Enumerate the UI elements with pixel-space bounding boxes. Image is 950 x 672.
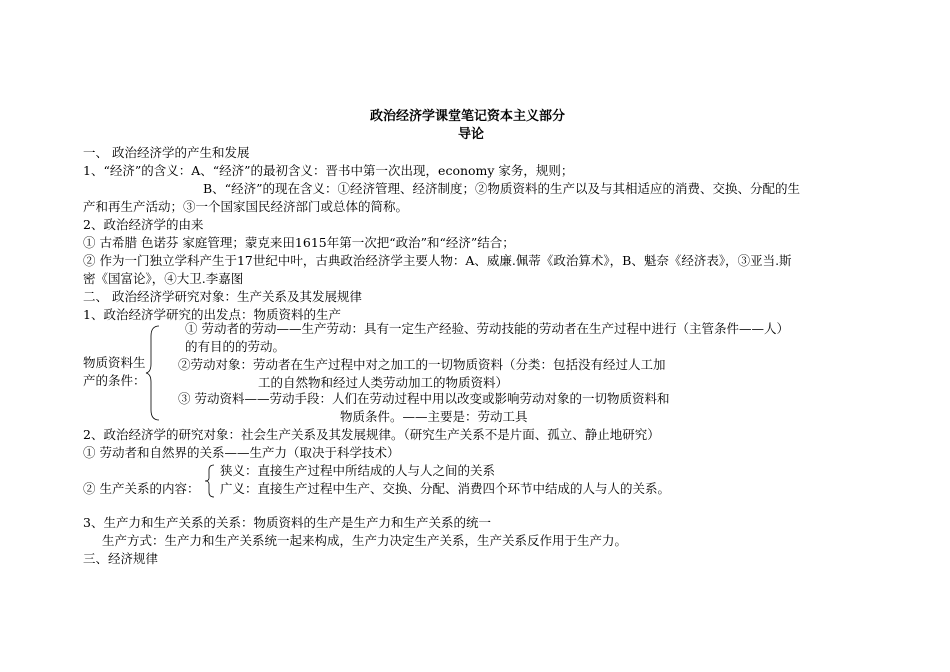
condition-item: 物质条件。——主要是：劳动工具 bbox=[340, 409, 528, 424]
text-line: 广义：直接生产过程中生产、交换、分配、消费四个环节中结成的人与人的关系。 bbox=[220, 481, 671, 496]
text-line: B、“经济”的现在含义：①经济管理、经济制度；②物质资料的生产以及与其相适应的消费、交换、分配的生 bbox=[203, 181, 800, 196]
subsection-heading: 1、政治经济学研究的出发点：物质资料的生产 bbox=[83, 307, 341, 322]
condition-item: ③ 劳动资料——劳动手段：人们在劳动过程中用以改变或影响劳动对象的一切物质资料和 bbox=[178, 391, 670, 406]
subsection-heading: 2、政治经济学的研究对象：社会生产关系及其发展规律。（研究生产关系不是片面、孤立、静止地研究） bbox=[83, 427, 660, 442]
text-line: 生产方式：生产力和生产关系统一起来构成，生产力决定生产关系，生产关系反作用于生产力。 bbox=[102, 533, 628, 548]
text-line: 1、“经济”的含义：A、“经济”的最初含义：晋书中第一次出现，economy 家务，规则； bbox=[83, 163, 574, 178]
text-line: ① 劳动者和自然界的关系——生产力（取决于科学技术） bbox=[83, 445, 400, 460]
conditions-label: 物质资料生 bbox=[83, 355, 146, 370]
left-brace-icon bbox=[204, 464, 216, 498]
left-brace-icon bbox=[145, 324, 161, 422]
section-heading-2: 二、 政治经济学研究对象：生产关系及其发展规律 bbox=[83, 289, 362, 304]
text-line: ② 生产关系的内容： bbox=[83, 481, 200, 496]
subsection-heading: 2、政治经济学的由来 bbox=[83, 217, 204, 232]
section-heading-3: 三、经济规律 bbox=[83, 551, 159, 566]
condition-item: ① 劳动者的劳动——生产劳动：具有一定生产经验、劳动技能的劳动者在生产过程中进行（主管条件——人） bbox=[185, 321, 789, 336]
section-heading-1: 一、 政治经济学的产生和发展 bbox=[83, 145, 250, 160]
subsection-heading: 3、生产力和生产关系的关系：物质资料的生产是生产力和生产关系的统一 bbox=[83, 515, 491, 530]
text-line: 密《国富论》，④大卫.李嘉图 bbox=[83, 271, 244, 286]
conditions-label: 产的条件： bbox=[83, 373, 146, 388]
condition-item: 的有目的的劳动。 bbox=[185, 339, 286, 354]
condition-item: 工的自然物和经过人类劳动加工的物质资料） bbox=[258, 375, 509, 390]
text-line: 产和再生产活动；③一个国家国民经济部门或总体的简称。 bbox=[83, 199, 409, 214]
document-title: 政治经济学课堂笔记资本主义部分 bbox=[370, 109, 566, 124]
document-subtitle: 导论 bbox=[458, 127, 485, 142]
text-line: ② 作为一门独立学科产生于17世纪中叶，古典政治经济学主要人物：A、威廉.佩蒂《政治算术》，B、魁奈《经济表》，③亚当.斯 bbox=[83, 253, 792, 268]
condition-item: ②劳动对象：劳动者在生产过程中对之加工的一切物质资料（分类：包括没有经过人工加 bbox=[178, 357, 666, 372]
text-line: ① 古希腊 色诺芬 家庭管理；蒙克来田1615年第一次把“政治”和“经济”结合； bbox=[83, 235, 515, 250]
text-line: 狭义：直接生产过程中所结成的人与人之间的关系 bbox=[220, 463, 496, 478]
